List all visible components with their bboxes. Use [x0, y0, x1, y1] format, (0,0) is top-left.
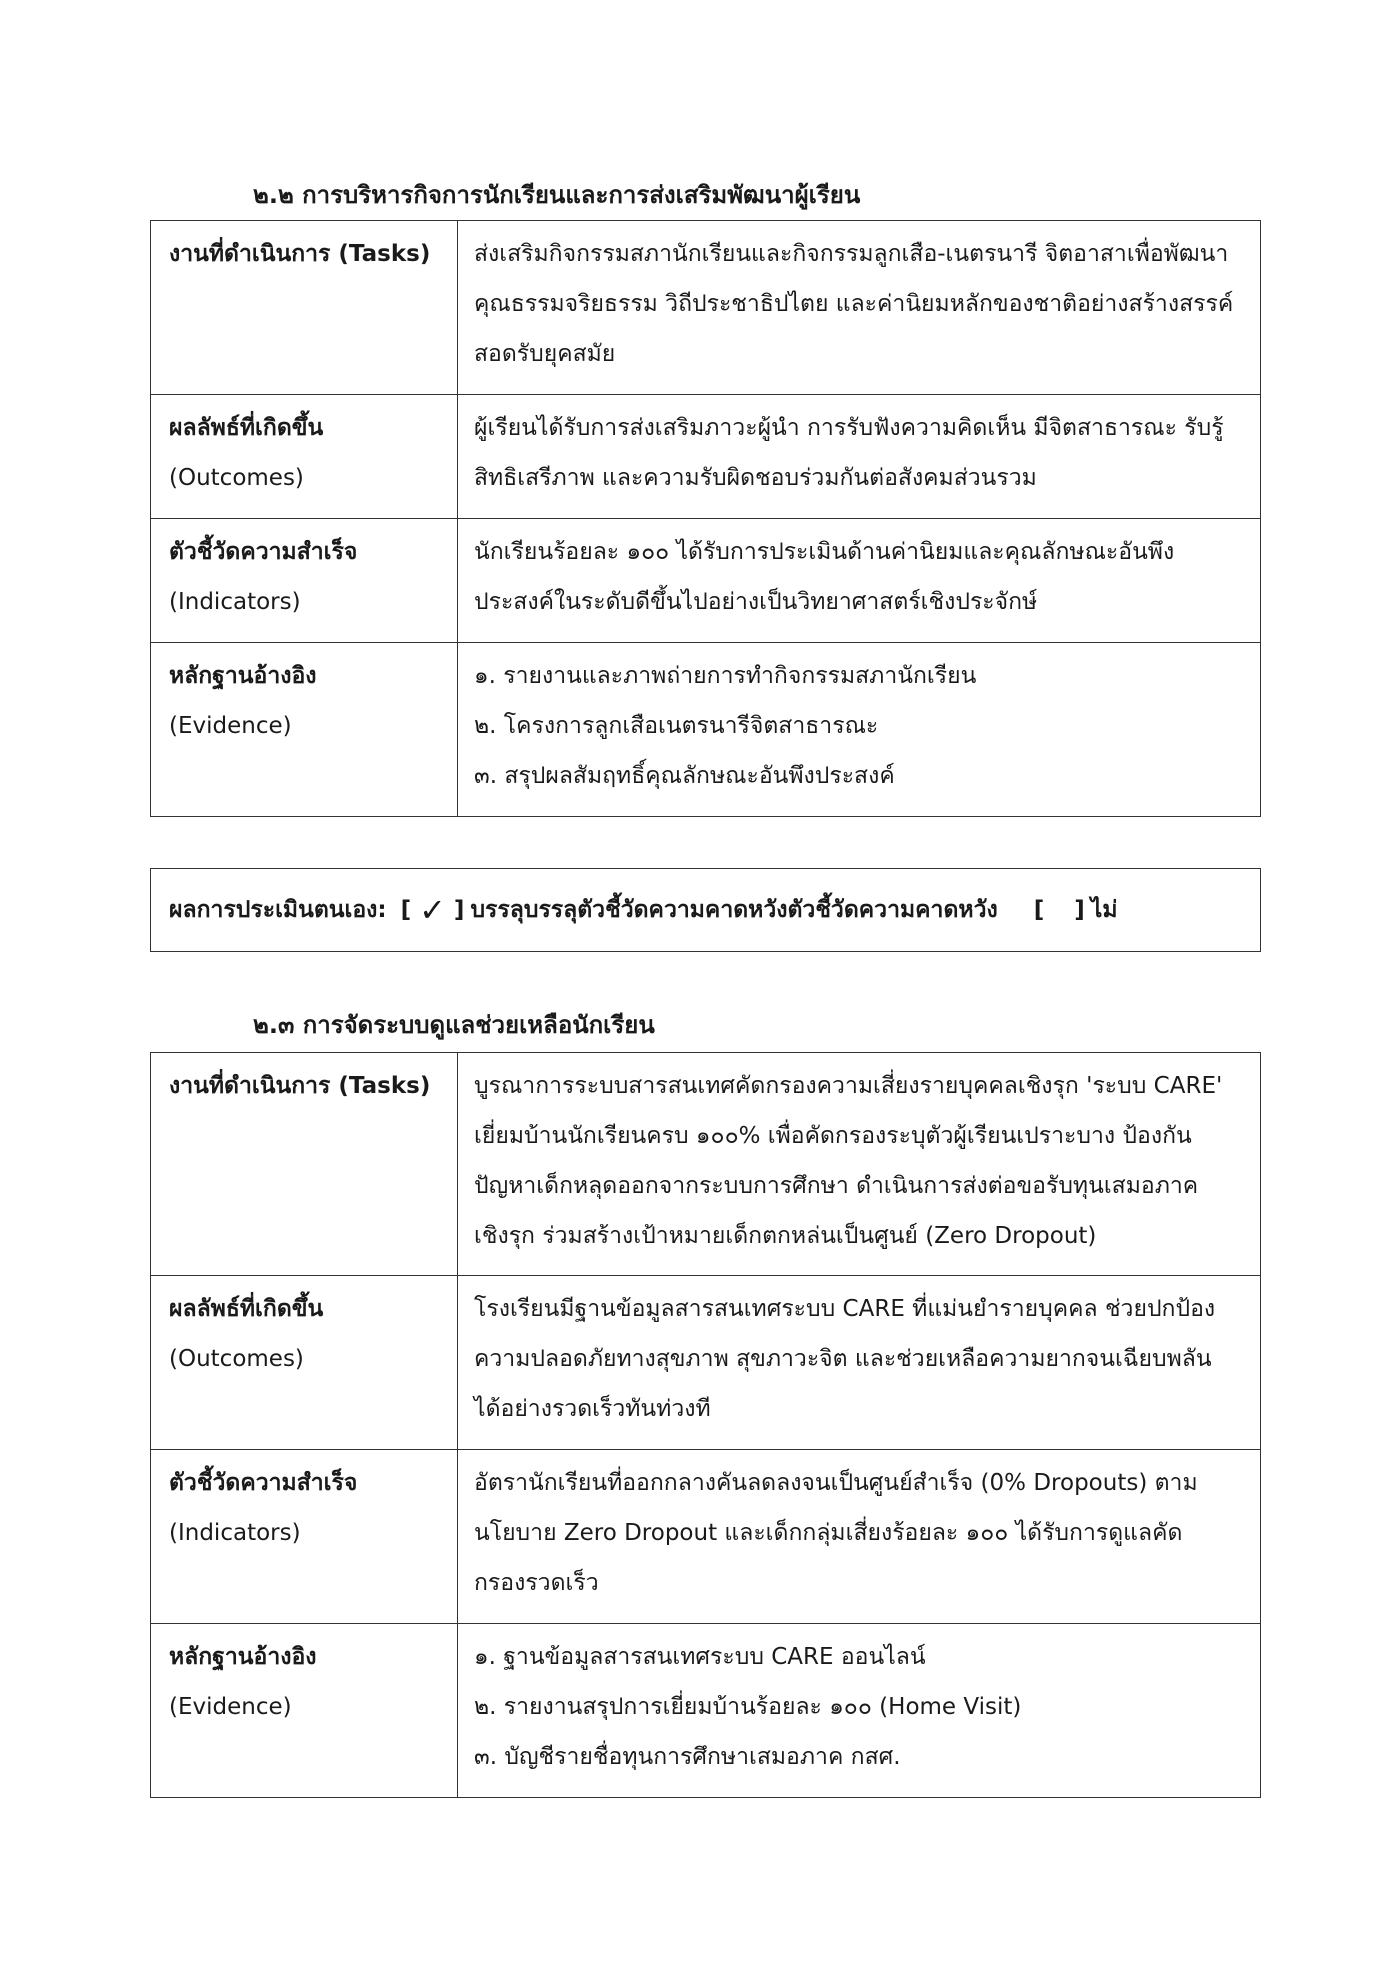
content-line: ๓. สรุปผลสัมฤทธิ์คุณลักษณะอันพึงประสงค์ [474, 763, 895, 789]
bracket-open: [ [1033, 897, 1045, 923]
label-text: งานที่ดำเนินการ (Tasks) [169, 1073, 431, 1099]
table-row [151, 519, 1261, 643]
table-row [151, 1053, 1261, 1276]
self-assessment-box [150, 868, 1261, 952]
content-line: ปัญหาเด็กหลุดออกจากระบบการศึกษา ดำเนินการส่งต่อขอรับทุนเสมอภาค [474, 1173, 1199, 1199]
row-content [458, 395, 1261, 519]
label-text: ผลลัพธ์ที่เกิดขึ้น [169, 1296, 324, 1322]
section-title-2-3: ๒.๓ การจัดระบบดูแลช่วยเหลือนักเรียน [253, 1011, 655, 1039]
content-line: คุณธรรมจริยธรรม วิถีประชาธิปไตย และค่านิยมหลักของชาติอย่างสร้างสรรค์ [474, 291, 1234, 317]
content-line: เยี่ยมบ้านนักเรียนครบ ๑๐๐% เพื่อคัดกรองระบุตัวผู้เรียนเปราะบาง ป้องกัน [474, 1123, 1192, 1149]
content-line: ความปลอดภัยทางสุขภาพ สุขภาวะจิต และช่วยเหลือความยากจนเฉียบพลัน [474, 1346, 1212, 1372]
row-content [458, 1276, 1261, 1450]
label-text-en: (Indicators) [169, 1520, 301, 1546]
row-label [151, 1450, 458, 1624]
met-option-text: บรรลุบรรลุตัวชี้วัดความคาดหวังตัวชี้วัดความคาดหวัง [470, 897, 998, 923]
content-line: ประสงค์ในระดับดีขึ้นไปอย่างเป็นวิทยาศาสตร์เชิงประจักษ์ [474, 589, 1038, 615]
table-row [151, 221, 1261, 395]
bracket-close: ] [1074, 897, 1085, 923]
content-line: เชิงรุก ร่วมสร้างเป้าหมายเด็กตกหล่นเป็นศูนย์ (Zero Dropout) [474, 1223, 1097, 1249]
content-line: สิทธิเสรีภาพ และความรับผิดชอบร่วมกันต่อสังคมส่วนรวม [474, 465, 1037, 491]
not-met-option-text: ไม่ [1090, 897, 1118, 923]
row-label [151, 643, 458, 817]
row-label [151, 221, 458, 395]
content-line: นโยบาย Zero Dropout และเด็กกลุ่มเสี่ยงร้อยละ ๑๐๐ ได้รับการดูแลคัด [474, 1520, 1183, 1546]
label-text-en: (Outcomes) [169, 465, 304, 491]
table-row [151, 1276, 1261, 1450]
content-line: กรองรวดเร็ว [474, 1570, 599, 1596]
table-row [151, 1624, 1261, 1798]
content-line: อัตรานักเรียนที่ออกกลางคันลดลงจนเป็นศูนย์สำเร็จ (0% Dropouts) ตาม [474, 1470, 1198, 1496]
checkmark-icon: ✓ [419, 891, 446, 929]
criteria-table-2-3 [150, 1052, 1261, 1798]
content-line: ส่งเสริมกิจกรรมสภานักเรียนและกิจกรรมลูกเสือ-เนตรนารี จิตอาสาเพื่อพัฒนา [474, 241, 1229, 267]
content-line: บูรณาการระบบสารสนเทศคัดกรองความเสี่ยงรายบุคคลเชิงรุก 'ระบบ CARE' [474, 1073, 1223, 1099]
content-line: ๒. รายงานสรุปการเยี่ยมบ้านร้อยละ ๑๐๐ (Home Visit) [474, 1694, 1022, 1720]
table-row [151, 643, 1261, 817]
row-content [458, 1624, 1261, 1798]
label-text: ผลลัพธ์ที่เกิดขึ้น [169, 415, 324, 441]
label-text: ตัวชี้วัดความสำเร็จ [169, 1470, 358, 1496]
criteria-table-2-2 [150, 220, 1261, 817]
content-line: ได้อย่างรวดเร็วทันท่วงที [474, 1396, 711, 1422]
content-line: ผู้เรียนได้รับการส่งเสริมภาวะผู้นำ การรับฟังความคิดเห็น มีจิตสาธารณะ รับรู้ [474, 415, 1224, 441]
row-content [458, 519, 1261, 643]
label-text-en: (Indicators) [169, 589, 301, 615]
content-line: สอดรับยุคสมัย [474, 341, 616, 367]
row-label [151, 519, 458, 643]
section-title-2-2: ๒.๒ การบริหารกิจการนักเรียนและการส่งเสริมพัฒนาผู้เรียน [253, 181, 861, 209]
row-label [151, 395, 458, 519]
bracket-open: [ [400, 897, 412, 923]
label-text: หลักฐานอ้างอิง [169, 1644, 317, 1670]
row-content [458, 1053, 1261, 1276]
table-row [151, 395, 1261, 519]
label-text: ตัวชี้วัดความสำเร็จ [169, 539, 358, 565]
content-line: ๑. รายงานและภาพถ่ายการทำกิจกรรมสภานักเรียน [474, 663, 977, 689]
content-line: ๑. ฐานข้อมูลสารสนเทศระบบ CARE ออนไลน์ [474, 1644, 926, 1670]
row-label [151, 1053, 458, 1276]
label-text-en: (Outcomes) [169, 1346, 304, 1372]
assessment-label: ผลการประเมินตนเอง: [169, 897, 387, 923]
content-line: ๓. บัญชีรายชื่อทุนการศึกษาเสมอภาค กสศ. [474, 1744, 901, 1770]
content-line: นักเรียนร้อยละ ๑๐๐ ได้รับการประเมินด้านค่านิยมและคุณลักษณะอันพึง [474, 539, 1175, 565]
row-content [458, 221, 1261, 395]
row-label [151, 1624, 458, 1798]
label-text: งานที่ดำเนินการ (Tasks) [169, 241, 431, 267]
content-line: ๒. โครงการลูกเสือเนตรนารีจิตสาธารณะ [474, 713, 879, 739]
label-text-en: (Evidence) [169, 1694, 292, 1720]
content-line: โรงเรียนมีฐานข้อมูลสารสนเทศระบบ CARE ที่แม่นยำรายบุคคล ช่วยปกป้อง [474, 1296, 1216, 1322]
row-content [458, 643, 1261, 817]
table-row [151, 1450, 1261, 1624]
label-text-en: (Evidence) [169, 713, 292, 739]
label-text: หลักฐานอ้างอิง [169, 663, 317, 689]
row-label [151, 1276, 458, 1450]
bracket-close: ] [453, 897, 465, 923]
row-content [458, 1450, 1261, 1624]
